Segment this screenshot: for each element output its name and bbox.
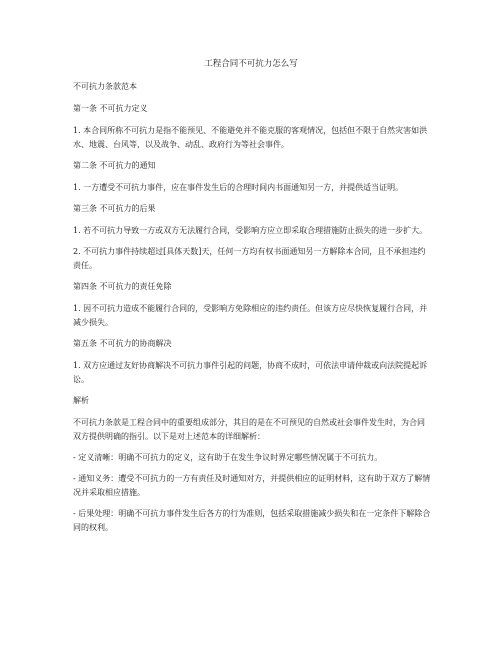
section-heading-template: 不可抗力条款范本 [73, 82, 137, 91]
clause-paragraph: 1. 一方遭受不可抗力事件，应在事件发生后的合理时间内书面通知另一方，并提供适当证明。 [73, 183, 404, 192]
clause-paragraph: 1. 本合同所称不可抗力是指不能预见、不能避免并不能克服的客观情况，包括但不限于自然灾害如洪水、地震、台风等，以及战争、动乱、政府行为等社会事件。 [73, 126, 428, 149]
article-heading: 第一条 不可抗力定义 [73, 104, 148, 113]
article-heading: 第二条 不可抗力的通知 [73, 161, 156, 170]
article-heading: 第三条 不可抗力的后果 [73, 204, 156, 213]
analysis-paragraph: 不可抗力条款是工程合同中的重要组成部分，其目的是在不可预见的自然或社会事件发生时，为合同双方提供明确的指引。以下是对上述范本的详细解析： [73, 418, 425, 441]
article-heading: 第五条 不可抗力的协商解决 [73, 339, 172, 348]
analysis-bullet: - 定义清晰：明确不可抗力的定义，这有助于在发生争议时界定哪些情况属于不可抗力。 [73, 453, 383, 462]
clause-paragraph: 1. 因不可抗力造成不能履行合同的，受影响方免除相应的违约责任。但该方应尽快恢复履行合同，并减少损失。 [73, 304, 428, 327]
article-heading: 第四条 不可抗力的责任免除 [73, 282, 172, 291]
analysis-bullet: - 后果处理：明确不可抗力事件发生后各方的行为准则，包括采取措施减少损失和在一定条件下解除合同的权利。 [73, 509, 431, 532]
clause-paragraph: 1. 若不可抗力导致一方或双方无法履行合同，受影响方应立即采取合理措施防止损失的进一步扩大。 [73, 226, 428, 235]
document-title: 工程合同不可抗力怎么写 [204, 59, 298, 69]
clause-paragraph: 2. 不可抗力事件持续超过[具体天数]天，任何一方均有权书面通知另一方解除本合同，且不承担违约责任。 [73, 247, 426, 270]
section-heading-analysis: 解析 [73, 396, 89, 405]
clause-paragraph: 1. 双方应通过友好协商解决不可抗力事件引起的问题，协商不成时，可依法申请仲裁或向法院提起诉讼。 [73, 361, 428, 384]
analysis-bullet: - 通知义务：遭受不可抗力的一方有责任及时通知对方，并提供相应的证明材料，这有助于双方了解情况并采取相应措施。 [73, 474, 431, 497]
document-body [73, 80, 431, 542]
